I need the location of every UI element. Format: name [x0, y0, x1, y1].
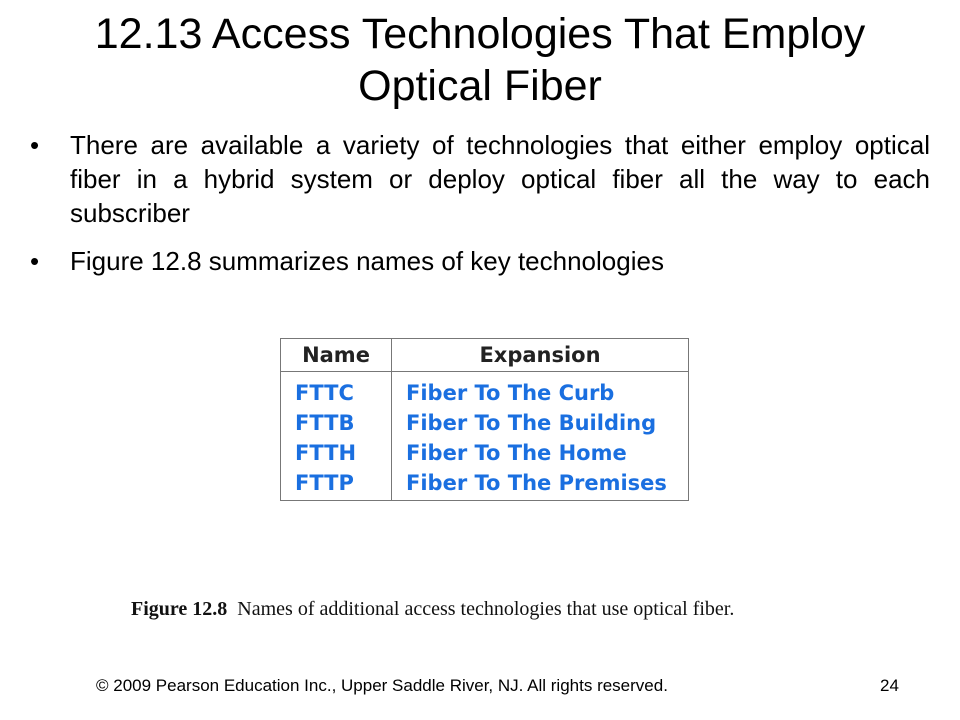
- cell-name: FTTC: [281, 372, 392, 409]
- figure-caption-label: Figure 12.8: [131, 598, 228, 620]
- bullet-list: [30, 128, 930, 292]
- table-header-row: [281, 339, 689, 372]
- table-row: [281, 408, 689, 438]
- bullet-dot-icon: •: [30, 246, 40, 276]
- cell-name: FTTB: [281, 408, 392, 438]
- cell-name: FTTP: [281, 468, 392, 501]
- table-row: [281, 468, 689, 501]
- column-header-name: Name: [281, 339, 392, 372]
- page-number: 24: [880, 676, 899, 695]
- cell-expansion: Fiber To The Building: [392, 408, 689, 438]
- figure-caption: [131, 598, 734, 621]
- slide-title-line-2: Optical Fiber: [358, 62, 602, 110]
- table-row: [281, 438, 689, 468]
- slide-title: [0, 8, 960, 112]
- column-header-expansion: Expansion: [392, 339, 689, 372]
- footer-copyright: © 2009 Pearson Education Inc., Upper Saddle River, NJ. All rights reserved.: [96, 676, 668, 695]
- table-row: [281, 372, 689, 409]
- bullet-item: [30, 128, 930, 230]
- cell-expansion: Fiber To The Premises: [392, 468, 689, 501]
- cell-expansion: Fiber To The Curb: [392, 372, 689, 409]
- bullet-text: Figure 12.8 summarizes names of key technologies: [70, 246, 664, 276]
- slide-title-line-1: 12.13 Access Technologies That Employ: [94, 10, 866, 58]
- bullet-text: There are available a variety of technologies that either employ optical fiber in a hybrid system or deploy optical fiber all the way to each subscriber: [70, 130, 930, 228]
- cell-expansion: Fiber To The Home: [392, 438, 689, 468]
- bullet-item: [30, 244, 930, 278]
- bullet-dot-icon: •: [30, 130, 40, 160]
- cell-name: FTTH: [281, 438, 392, 468]
- figure-caption-text: Names of additional access technologies that use optical fiber.: [237, 598, 735, 620]
- technology-names-table: [280, 338, 689, 501]
